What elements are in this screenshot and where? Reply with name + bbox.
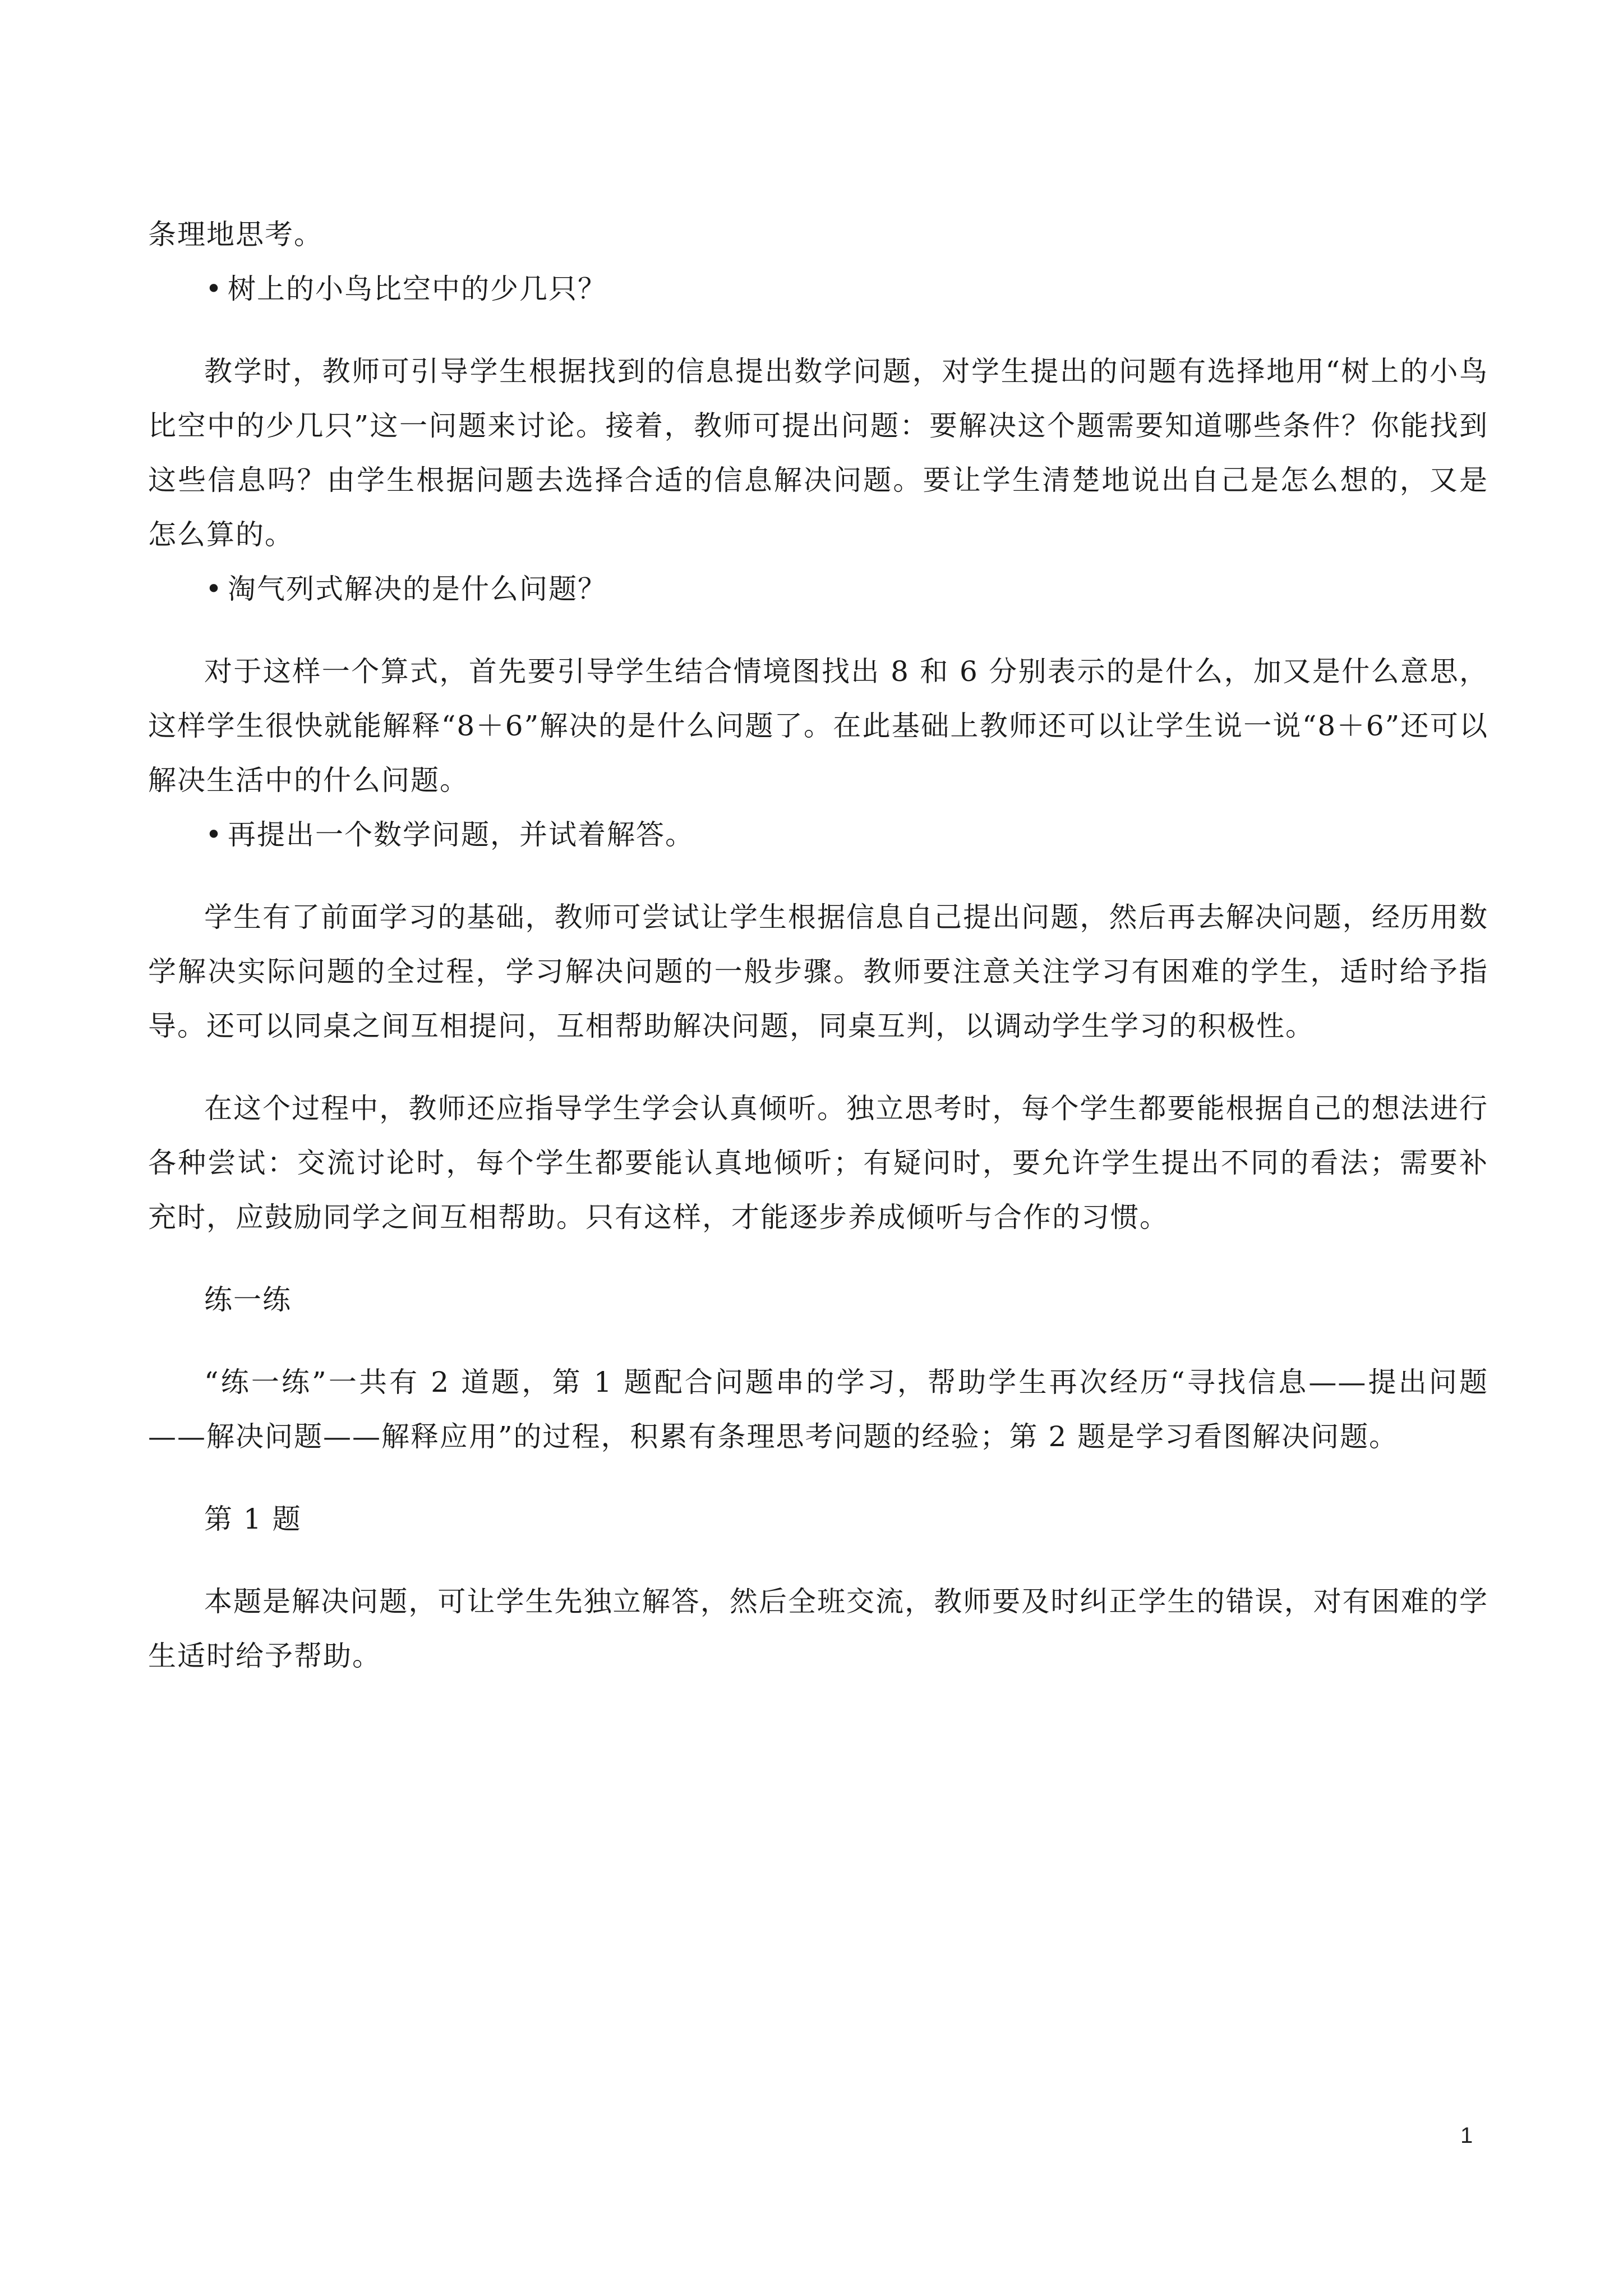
paragraph-question-1-guide: 本题是解决问题，可让学生先独立解答，然后全班交流，教师要及时纠正学生的错误，对有困难的学生适时给予帮助。 <box>148 1585 1488 1672</box>
paragraph-student-practice: 学生有了前面学习的基础，教师可尝试让学生根据信息自己提出问题，然后再去解决问题，经历用数学解决实际问题的全过程，学习解决问题的一般步骤。教师要注意关注学习有困难的学生，适时给予指导。还可以同桌之间互相提问，互相帮助解决问题，同桌互判，以调动学生学习的积极性。 <box>148 901 1488 1042</box>
paragraph-practice-overview: “练一练”一共有 2 道题，第 1 题配合问题串的学习，帮助学生再次经历“寻找信息——提出问题——解决问题——解释应用”的过程，积累有条理思考问题的经验；第 2 题是学习看图解决问题。 <box>148 1366 1488 1453</box>
paragraph-listening-habits: 在这个过程中，教师还应指导学生学会认真倾听。独立思考时，每个学生都要能根据自己的想法进行各种尝试：交流讨论时，每个学生都要能认真地倾听；有疑问时，要允许学生提出不同的看法；需要补充时，应鼓励同学之间互相帮助。只有这样，才能逐步养成倾听与合作的习惯。 <box>148 1092 1488 1234</box>
bullet-question-3 <box>148 808 1488 862</box>
bullet-text: 再提出一个数学问题，并试着解答。 <box>228 818 694 851</box>
section-heading-question-1: 第 1 题 <box>204 1503 302 1535</box>
paragraph-continuation: 条理地思考。 <box>148 218 323 251</box>
page-number: 1 <box>1460 2123 1473 2148</box>
bullet-text: 树上的小鸟比空中的少几只？ <box>228 273 607 305</box>
bullet-question-1 <box>148 262 1488 316</box>
section-heading-practice: 练一练 <box>204 1283 292 1316</box>
bullet-question-2 <box>148 562 1488 616</box>
bullet-text: 淘气列式解决的是什么问题？ <box>228 573 607 605</box>
paragraph-teaching-guide: 教学时，教师可引导学生根据找到的信息提出数学问题，对学生提出的问题有选择地用“树上的小鸟比空中的少几只”这一问题来讨论。接着，教师可提出问题：要解决这个题需要知道哪些条件？你能找到这些信息吗？由学生根据问题去选择合适的信息解决问题。要让学生清楚地说出自己是怎么想的，又是怎么算的。 <box>148 355 1488 551</box>
bullet-dot: • <box>205 573 223 605</box>
bullet-dot: • <box>205 818 223 851</box>
paragraph-equation-explanation: 对于这样一个算式，首先要引导学生结合情境图找出 8 和 6 分别表示的是什么，加又是什么意思，这样学生很快就能解释“8＋6”解决的是什么问题了。在此基础上教师还可以让学生说一说“8＋6”还可以解决生活中的什么问题。 <box>148 655 1488 797</box>
document-body <box>148 208 1488 1683</box>
bullet-dot: • <box>205 273 223 305</box>
